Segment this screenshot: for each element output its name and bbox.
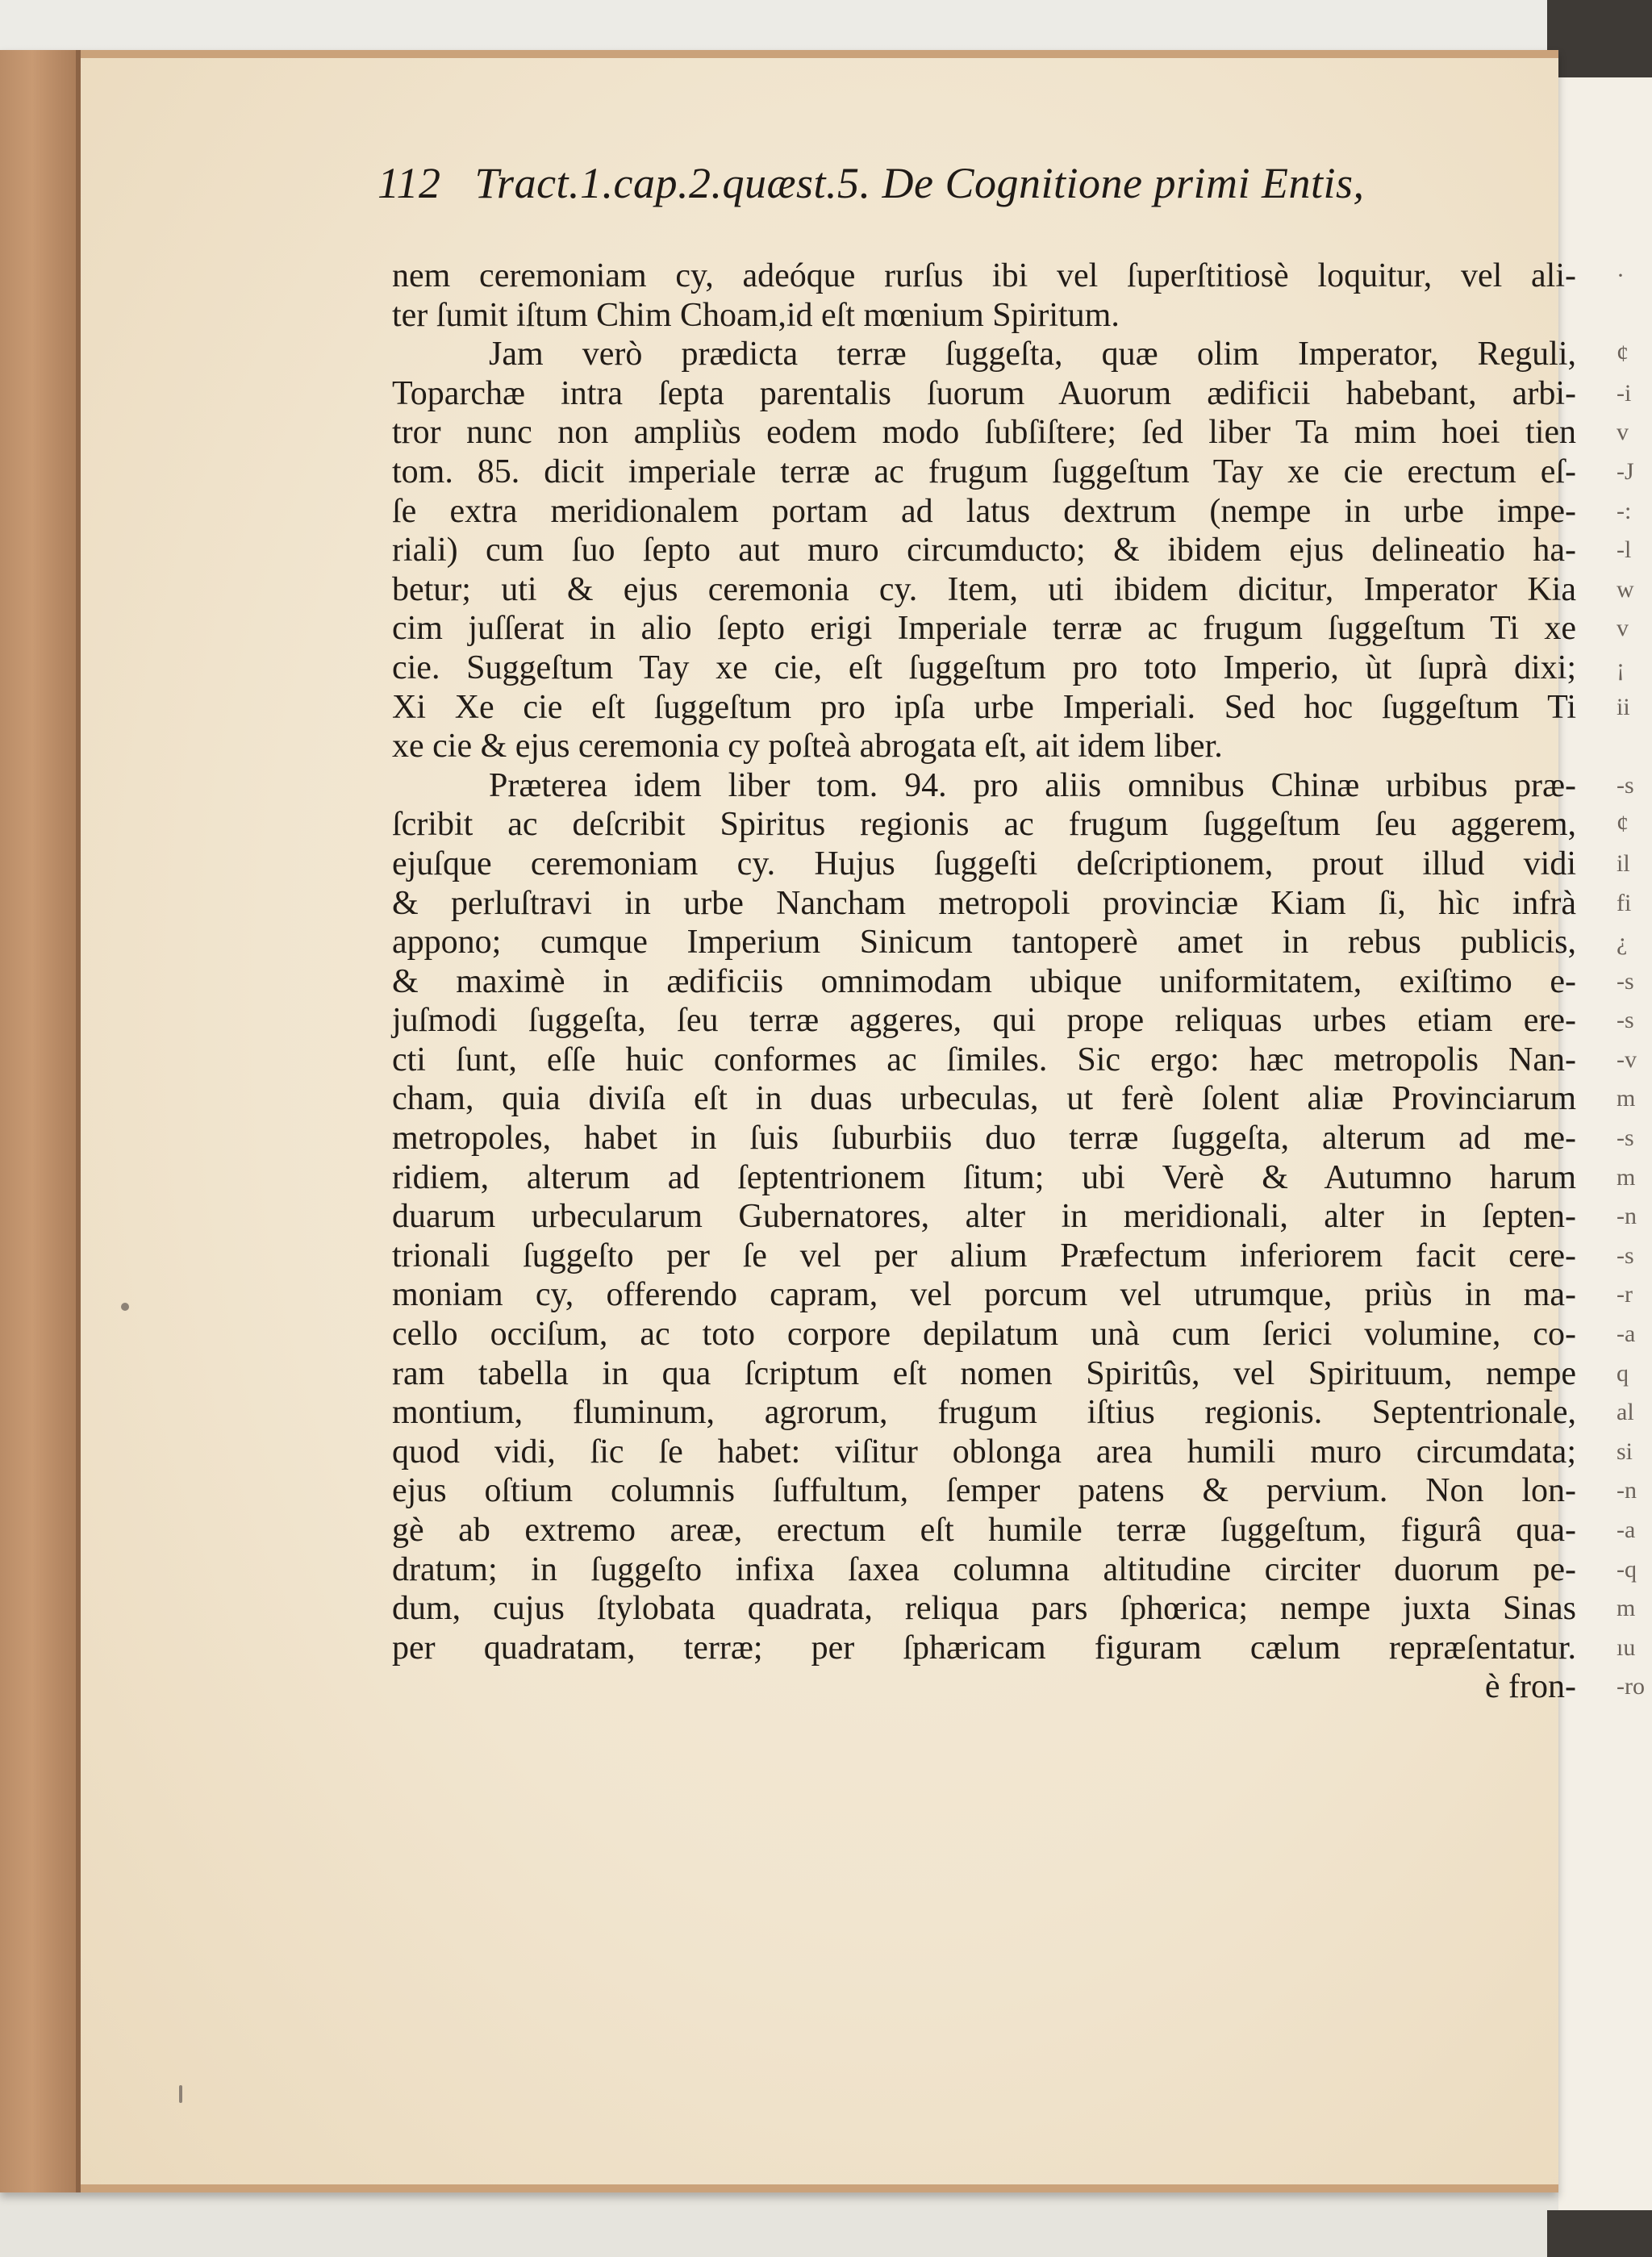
text-line: appono; cumque Imperium Sinicum tantoperè amet in rebus publicis, [392, 924, 1576, 962]
binding-shadow-top [1547, 0, 1652, 77]
facing-page-bleed [1617, 257, 1649, 1707]
bleed-mark: -s [1617, 1241, 1634, 1269]
bleed-mark: -a [1617, 1320, 1636, 1348]
text-line: ridiem, alterum ad ſeptentrionem ſitum; ubi Verè & Autumno harum [392, 1158, 1576, 1196]
text-line: per quadratam, terræ; per ſphæricam figuram cælum repræſentatur. [392, 1629, 1576, 1667]
bleed-mark: q [1617, 1359, 1629, 1387]
text-line: dum, cujus ſtylobata quadrata, reliqua pars ſphœrica; nempe juxta Sinas [392, 1590, 1576, 1628]
text-line: juſmodi ſuggeſta, ſeu terræ aggeres, qui prope reliquas urbes etiam ere- [392, 1002, 1576, 1040]
text-line: trionali ſuggeſto per ſe vel per alium Præfectum inferiorem facit cere- [392, 1237, 1576, 1275]
running-head [378, 158, 1571, 208]
text-line: nem ceremoniam cy, adeóque rurſus ibi vel ſuperſtitiosè loquitur, vel ali- [392, 257, 1576, 294]
bleed-mark: ¿ [1617, 928, 1628, 956]
text-line: Jam verò prædicta terræ ſuggeſta, quæ olim Imperator, Reguli, [489, 336, 1576, 373]
running-title: Tract.1.cap.2.quæst.5. De Cognitione primi Entis, [474, 159, 1365, 207]
text-line: & perluſtravi in urbe Nancham metropoli provinciæ Kiam ſi, hìc infrà [392, 884, 1576, 922]
text-line: ram tabella in qua ſcriptum eſt nomen Spiritûs, vel Spirituum, nempe [392, 1354, 1576, 1392]
bleed-mark: -a [1617, 1516, 1636, 1543]
text-line: tom. 85. dicit imperiale terræ ac frugum ſuggeſtum Tay xe cie erectum eſ- [392, 453, 1576, 490]
bleed-mark: -n [1617, 1477, 1637, 1504]
bleed-mark: ¢ [1617, 340, 1629, 368]
bleed-mark: fi [1617, 889, 1632, 916]
bleed-mark: -q [1617, 1555, 1637, 1583]
bleed-mark: -i [1617, 379, 1632, 407]
bleed-mark: -ro [1617, 1673, 1645, 1700]
bleed-mark: -n [1617, 1203, 1637, 1230]
text-line: cti ſunt, eſſe huic conformes ac ſimiles. Sic ergo: hæc metropolis Nan- [392, 1041, 1576, 1078]
bleed-mark: · [1617, 262, 1625, 289]
bleed-mark: -s [1617, 771, 1634, 799]
text-line: ejuſque ceremoniam cy. Hujus ſuggeſti deſcriptionem, prout illud vidi [392, 845, 1576, 882]
bleed-mark: il [1617, 849, 1630, 877]
body-text [392, 257, 1618, 1707]
bleed-mark: -: [1617, 497, 1632, 524]
text-line: gè ab extremo areæ, erectum eſt humile terræ ſuggeſtum, figurâ qua- [392, 1512, 1576, 1549]
text-line: metropoles, habet in ſuis ſuburbiis duo terræ ſuggeſta, alterum ad me- [392, 1120, 1576, 1158]
bleed-mark: -s [1617, 1124, 1634, 1152]
bleed-mark [1617, 296, 1649, 336]
bleed-mark: -l [1617, 536, 1632, 564]
text-line: dratum; in ſuggeſto infixa ſaxea columna altitudine circiter duorum pe- [392, 1550, 1576, 1588]
bleed-mark: -s [1617, 967, 1634, 995]
bleed-mark: ¢ [1617, 811, 1629, 838]
bleed-mark: al [1617, 1399, 1634, 1426]
text-line: cie. Suggeſtum Tay xe cie, eſt ſuggeſtum pro toto Imperio, ùt ſuprà dixi; [392, 649, 1576, 686]
page-number: 112 [378, 159, 441, 207]
text-line: ejus oſtium columnis ſuffultum, ſemper patens & pervium. Non lon- [392, 1472, 1576, 1510]
bleed-mark: -J [1617, 457, 1634, 485]
bleed-mark: si [1617, 1437, 1633, 1465]
text-line: duarum urbecularum Gubernatores, alter in meridionali, alter in ſepten- [392, 1198, 1576, 1236]
text-line: cim juſſerat in alio ſepto erigi Imperiale terræ ac frugum ſuggeſtum Ti xe [392, 610, 1576, 648]
text-line: moniam cy, offerendo capram, vel porcum vel utrumque, priùs in ma- [392, 1276, 1576, 1314]
bleed-mark: v [1617, 615, 1629, 642]
text-line: tror nunc non ampliùs eodem modo ſubſiſtere; ſed liber Ta mim hoei tien [392, 414, 1576, 452]
bleed-mark: ¡ [1617, 653, 1625, 681]
bleed-mark: -s [1617, 1007, 1634, 1034]
bleed-mark: m [1617, 1595, 1636, 1622]
binding-shadow-bottom [1547, 2210, 1652, 2257]
paper-mark [179, 2085, 182, 2103]
text-line: xe cie & ejus ceremonia cy poſteà abrogata eſt, ait idem liber. [392, 728, 1223, 766]
paper-speck [121, 1303, 129, 1311]
bleed-mark: w [1617, 575, 1634, 603]
text-line: è fron- [1484, 1668, 1576, 1706]
text-line: ſe extra meridionalem portam ad latus dextrum (nempe in urbe impe- [392, 492, 1576, 530]
bleed-mark: ıu [1617, 1633, 1636, 1661]
text-line: quod vidi, ſic ſe habet: viſitur oblonga area humili muro circumdata; [392, 1433, 1576, 1471]
bleed-mark: m [1617, 1085, 1636, 1112]
text-line: Xi Xe cie eſt ſuggeſtum pro ipſa urbe Imperiali. Sed hoc ſuggeſtum Ti [392, 688, 1576, 726]
text-line: riali) cum ſuo ſepto aut muro circumducto; & ibidem ejus delineatio ha- [392, 532, 1576, 569]
bleed-mark: m [1617, 1163, 1636, 1191]
text-line: montium, fluminum, agrorum, frugum iſtius regionis. Septentrionale, [392, 1394, 1576, 1432]
bleed-mark: -r [1617, 1281, 1633, 1308]
bleed-mark: ii [1617, 693, 1630, 720]
bleed-mark: v [1617, 419, 1629, 446]
text-line: & maximè in ædificiis omnimodam ubique uniformitatem, exiſtimo e- [392, 962, 1576, 1000]
text-line: ſcribit ac deſcribit Spiritus regionis ac frugum ſuggeſtum ſeu aggerem, [392, 806, 1576, 844]
book-spine-edge [0, 50, 81, 2192]
text-line: cello occiſum, ac toto corpore depilatum unà cum ſerici volumine, co- [392, 1316, 1576, 1354]
text-line: Præterea idem liber tom. 94. pro aliis omnibus Chinæ urbibus præ- [489, 766, 1576, 804]
text-line: ter ſumit iſtum Chim Choam,id eſt mœnium Spiritum. [392, 296, 1120, 334]
text-line: cham, quia diviſa eſt in duas urbeculas, ut ferè ſolent aliæ Provinciarum [392, 1080, 1576, 1118]
bleed-mark: -v [1617, 1045, 1637, 1073]
text-line: Toparchæ intra ſepta parentalis ſuorum Auorum ædificii habebant, arbi- [392, 374, 1576, 412]
bleed-mark [1617, 727, 1649, 766]
text-line: betur; uti & ejus ceremonia cy. Item, uti ibidem dicitur, Imperator Kia [392, 570, 1576, 608]
